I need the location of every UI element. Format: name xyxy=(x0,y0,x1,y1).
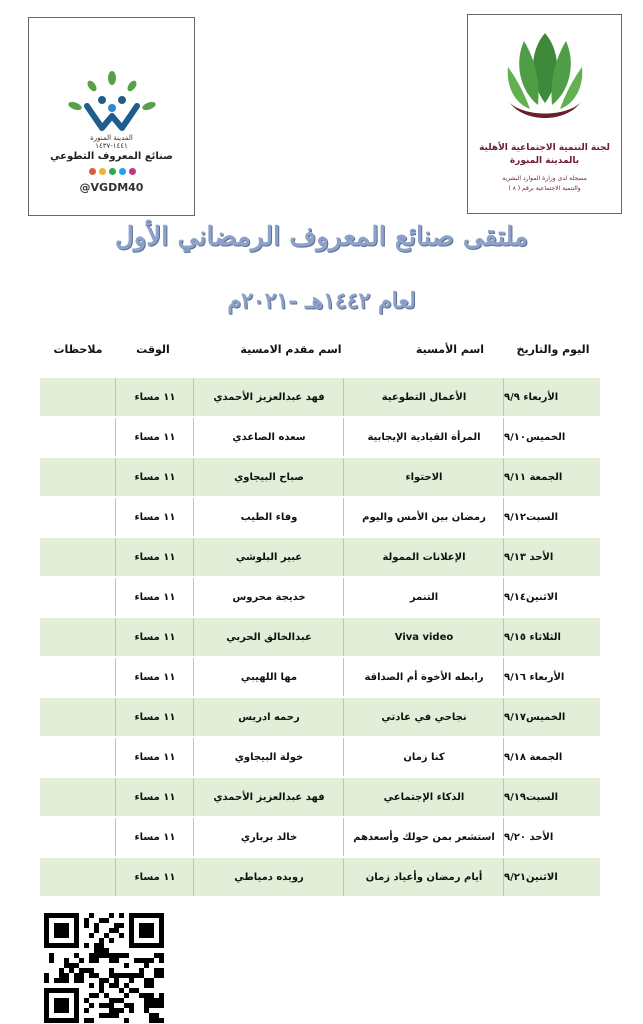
row-title-cell: Viva video xyxy=(394,631,454,643)
column-divider xyxy=(193,778,194,816)
row-time-cell: ١١ مساء xyxy=(134,551,176,563)
row-day-cell: الخميس٩/١٠ xyxy=(504,431,566,443)
logo-name-text: صنائع المعروف التطوعي xyxy=(50,151,173,162)
row-time-cell: ١١ مساء xyxy=(134,671,176,683)
row-presenter-cell: رويده دمياطي xyxy=(234,871,304,883)
column-divider xyxy=(503,578,504,616)
row-notes-cell xyxy=(40,658,116,696)
row-time-cell: ١١ مساء xyxy=(134,831,176,843)
row-presenter-cell: وفاء الطيب xyxy=(240,511,298,523)
row-presenter-cell: خولة البيجاوي xyxy=(234,751,304,763)
row-notes-cell xyxy=(40,498,116,536)
column-divider xyxy=(503,698,504,736)
column-divider xyxy=(193,378,194,416)
column-divider xyxy=(343,658,344,696)
column-divider xyxy=(193,698,194,736)
row-notes-cell xyxy=(40,738,116,776)
table-row xyxy=(40,818,600,856)
column-divider xyxy=(115,538,116,576)
row-title-cell: استشعر بمن حولك وأسعدهم xyxy=(353,831,495,843)
row-title-cell: رابطه الأخوة أم الصداقة xyxy=(364,671,484,683)
committee-logo xyxy=(467,14,622,214)
column-divider xyxy=(503,858,504,896)
row-notes-cell xyxy=(40,818,116,856)
row-notes-cell xyxy=(40,458,116,496)
table-row xyxy=(40,658,600,696)
table-row xyxy=(40,618,600,656)
row-title-cell: رمضان بين الأمس واليوم xyxy=(362,511,486,523)
row-day-cell: الخميس٩/١٧ xyxy=(504,711,566,723)
row-title-cell: الإعلانات الممولة xyxy=(382,551,466,563)
column-divider xyxy=(343,738,344,776)
column-divider xyxy=(193,818,194,856)
column-divider xyxy=(115,578,116,616)
column-divider xyxy=(115,738,116,776)
header-title: اسم الأمسية xyxy=(415,343,485,356)
column-divider xyxy=(193,578,194,616)
row-time-cell: ١١ مساء xyxy=(134,751,176,763)
row-presenter-cell: عبير البلوشي xyxy=(235,551,303,563)
column-divider xyxy=(503,498,504,536)
row-day-cell: الجمعة ٩/١١ xyxy=(504,471,563,483)
column-divider xyxy=(343,578,344,616)
table-row xyxy=(40,778,600,816)
table-row xyxy=(40,538,600,576)
row-time-cell: ١١ مساء xyxy=(134,791,176,803)
column-divider xyxy=(343,618,344,656)
column-divider xyxy=(115,458,116,496)
row-title-cell: الذكاء الإجتماعي xyxy=(383,791,465,803)
column-divider xyxy=(503,778,504,816)
row-notes-cell xyxy=(40,698,116,736)
column-divider xyxy=(115,498,116,536)
column-divider xyxy=(343,858,344,896)
column-divider xyxy=(343,818,344,856)
volunteer-logo xyxy=(28,17,195,216)
row-time-cell: ١١ مساء xyxy=(134,871,176,883)
row-day-cell: الاثنين٩/٢١ xyxy=(504,871,558,883)
row-notes-cell xyxy=(40,578,116,616)
logo-years-text: ١٤٤١-١٤٣٧ xyxy=(95,142,128,150)
column-divider xyxy=(115,378,116,416)
column-divider xyxy=(343,458,344,496)
column-divider xyxy=(503,418,504,456)
column-divider xyxy=(503,458,504,496)
row-time-cell: ١١ مساء xyxy=(134,391,176,403)
row-notes-cell xyxy=(40,778,116,816)
column-divider xyxy=(503,738,504,776)
column-divider xyxy=(193,458,194,496)
row-time-cell: ١١ مساء xyxy=(134,711,176,723)
row-presenter-cell: سعده الصاعدي xyxy=(232,431,306,443)
row-day-cell: الاثنين٩/١٤ xyxy=(504,591,558,603)
table-row xyxy=(40,738,600,776)
column-divider xyxy=(193,498,194,536)
column-divider xyxy=(115,858,116,896)
column-divider xyxy=(343,698,344,736)
row-notes-cell xyxy=(40,538,116,576)
row-presenter-cell: خديجة محروس xyxy=(232,591,306,603)
row-title-cell: الأعمال التطوعية xyxy=(381,391,467,403)
people-leaves-icon xyxy=(57,68,167,138)
header-day: اليوم والتاريخ xyxy=(516,343,590,356)
social-icon xyxy=(109,168,116,175)
column-divider xyxy=(193,658,194,696)
row-day-cell: الأربعاء ٩/١٦ xyxy=(504,671,565,683)
header-time: الوقت xyxy=(136,343,170,356)
row-presenter-cell: فهد عبدالعزيز الأحمدي xyxy=(213,391,325,403)
column-divider xyxy=(343,538,344,576)
leaves-emblem-icon xyxy=(500,23,590,133)
schedule-table xyxy=(40,378,600,898)
row-presenter-cell: عبدالخالق الحربي xyxy=(226,631,312,643)
row-day-cell: الأحد ٩/١٣ xyxy=(504,551,554,563)
header-presenter: اسم مقدم الامسية xyxy=(240,343,342,356)
column-divider xyxy=(343,498,344,536)
column-divider xyxy=(343,418,344,456)
column-divider xyxy=(193,538,194,576)
social-icon xyxy=(99,168,106,175)
column-divider xyxy=(503,538,504,576)
row-presenter-cell: مها اللهيبي xyxy=(240,671,298,683)
row-presenter-cell: رحمه ادريس xyxy=(238,711,300,723)
column-divider xyxy=(343,378,344,416)
column-divider xyxy=(503,618,504,656)
header-notes: ملاحظات xyxy=(53,343,103,356)
table-row xyxy=(40,378,600,416)
social-icon xyxy=(89,168,96,175)
row-time-cell: ١١ مساء xyxy=(134,431,176,443)
qr-code-icon xyxy=(44,913,164,1023)
row-time-cell: ١١ مساء xyxy=(134,591,176,603)
row-notes-cell xyxy=(40,378,116,416)
logo-city-text: المدينة المنورة xyxy=(90,134,133,142)
row-title-cell: أيام رمضان وأعياد زمان xyxy=(365,871,483,883)
page-subtitle: لعام ١٤٤٢هـ -٢٠٢١م xyxy=(227,288,416,314)
committee-sub-2: والتنمية الاجتماعية برقم ( ٨ ) xyxy=(508,185,581,192)
table-row xyxy=(40,698,600,736)
social-icon xyxy=(119,168,126,175)
row-notes-cell xyxy=(40,858,116,896)
table-row xyxy=(40,858,600,896)
column-divider xyxy=(115,818,116,856)
row-day-cell: الأحد ٩/٢٠ xyxy=(504,831,554,843)
social-icons-row xyxy=(72,168,152,176)
logo-handle-text: @VGDM40 xyxy=(79,181,144,194)
row-title-cell: كنا زمان xyxy=(403,751,445,763)
column-divider xyxy=(115,658,116,696)
column-divider xyxy=(115,618,116,656)
row-title-cell: الاحتواء xyxy=(405,471,443,483)
row-notes-cell xyxy=(40,418,116,456)
committee-sub-1: مسجلة لدى وزارة الموارد البشرية xyxy=(502,175,587,182)
social-icon xyxy=(129,168,136,175)
committee-name-1: لجنة التنمية الاجتماعية الأهلية xyxy=(479,143,610,153)
row-time-cell: ١١ مساء xyxy=(134,631,176,643)
row-presenter-cell: فهد عبدالعزيز الأحمدي xyxy=(213,791,325,803)
column-divider xyxy=(343,778,344,816)
column-divider xyxy=(193,738,194,776)
row-title-cell: نجاحي في عادتي xyxy=(381,711,467,723)
table-row xyxy=(40,578,600,616)
table-row xyxy=(40,458,600,496)
column-divider xyxy=(115,418,116,456)
column-divider xyxy=(115,778,116,816)
column-divider xyxy=(503,658,504,696)
column-divider xyxy=(193,618,194,656)
column-divider xyxy=(503,818,504,856)
row-day-cell: السبت٩/١٩ xyxy=(504,791,558,803)
table-row xyxy=(40,498,600,536)
row-time-cell: ١١ مساء xyxy=(134,511,176,523)
column-divider xyxy=(503,378,504,416)
column-divider xyxy=(193,858,194,896)
row-title-cell: التنمر xyxy=(409,591,439,603)
row-title-cell: المرأة القيادية الإيجابية xyxy=(367,431,481,443)
row-presenter-cell: خالد برباري xyxy=(240,831,298,843)
committee-name-2: بالمدينة المنورة xyxy=(509,156,580,166)
column-divider xyxy=(193,418,194,456)
row-notes-cell xyxy=(40,618,116,656)
row-day-cell: السبت٩/١٢ xyxy=(504,511,558,523)
row-day-cell: الجمعة ٩/١٨ xyxy=(504,751,563,763)
table-row xyxy=(40,418,600,456)
row-presenter-cell: صباح البيجاوي xyxy=(234,471,304,483)
page-title: ملتقى صنائع المعروف الرمضاني الأول xyxy=(114,222,529,252)
row-day-cell: الثلاثاء ٩/١٥ xyxy=(504,631,561,643)
row-day-cell: الأربعاء ٩/٩ xyxy=(504,391,559,403)
row-time-cell: ١١ مساء xyxy=(134,471,176,483)
column-divider xyxy=(115,698,116,736)
